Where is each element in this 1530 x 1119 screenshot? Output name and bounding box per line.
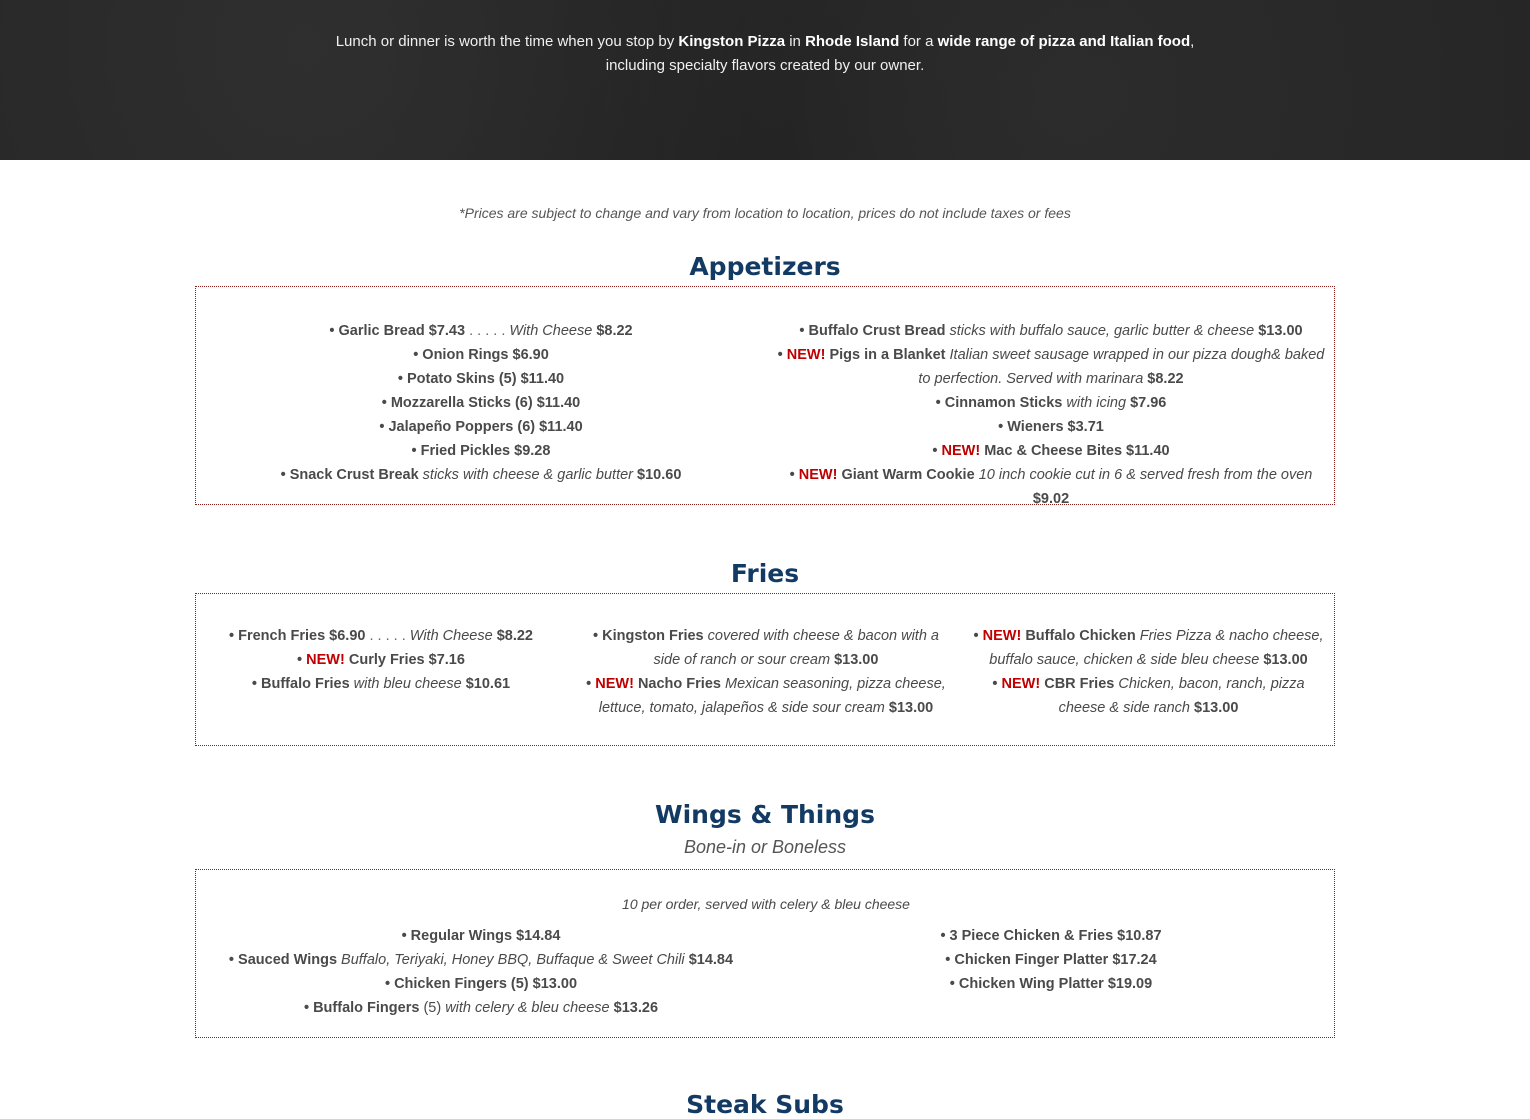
bullet: •: [940, 928, 950, 944]
new-badge: NEW!: [982, 628, 1022, 644]
new-badge: NEW!: [595, 676, 634, 692]
menu-item: [226, 972, 736, 996]
hero-text: for a: [899, 33, 938, 50]
item-description: Mexican seasoning, pizza cheese, lettuce, tomato, jalapeños & side sour cream: [598, 676, 946, 716]
menu-item: [771, 343, 1331, 391]
new-badge: NEW!: [1001, 676, 1041, 692]
bullet: •: [297, 652, 307, 668]
item-name: Mozzarella Sticks (6) $11.40: [390, 395, 581, 411]
menu-item: [226, 996, 736, 1020]
menu-item: [586, 624, 946, 672]
item-description: Chicken, bacon, ranch, pizza cheese & side ranch: [1058, 676, 1305, 716]
bullet: •: [998, 419, 1008, 435]
steak-heading-wrap: [0, 1090, 1530, 1119]
appetizers-title: Appetizers: [689, 252, 841, 281]
item-description: With Cheese: [409, 628, 493, 644]
item-name: Potato Skins (5) $11.40: [406, 371, 565, 387]
item-price: $13.00: [1263, 652, 1308, 668]
bullet: •: [228, 952, 239, 968]
item-name: Buffalo Fingers: [313, 1000, 420, 1016]
bullet: •: [381, 395, 391, 411]
menu-item: [226, 924, 736, 948]
hero-line-1: [0, 30, 1530, 54]
item-name: French Fries $6.90: [238, 628, 366, 644]
item-price: $10.60: [637, 467, 682, 483]
item-name: Buffalo Chicken: [1025, 628, 1136, 644]
wings-subtitle: Bone-in or Boneless: [683, 837, 847, 857]
menu-item: [971, 672, 1326, 720]
menu-item: [226, 948, 736, 972]
menu-item: [771, 319, 1331, 343]
new-badge: NEW!: [306, 652, 345, 668]
item-price: $8.22: [596, 323, 633, 339]
bullet: •: [229, 628, 239, 644]
hero-text: ,: [1190, 33, 1195, 50]
fries-col-2: [586, 624, 946, 720]
appetizers-heading-wrap: [0, 252, 1530, 281]
bullet: •: [789, 467, 799, 483]
item-name: Snack Crust Break: [289, 467, 419, 483]
item-price: $13.26: [613, 1000, 659, 1016]
item-price: $13.00: [1194, 700, 1239, 716]
menu-item: [771, 415, 1331, 439]
item-name: Fried Pickles $9.28: [420, 443, 551, 459]
wings-box: [195, 869, 1335, 1038]
bullet: •: [932, 443, 942, 459]
bullet: •: [413, 347, 423, 363]
item-name: Chicken Fingers (5) $13.00: [394, 976, 578, 992]
item-name: Sauced Wings: [238, 952, 338, 968]
item-name: Regular Wings $14.84: [410, 928, 561, 944]
new-badge: NEW!: [786, 347, 826, 363]
menu-item: [806, 924, 1296, 948]
item-price: $7.96: [1130, 395, 1167, 411]
item-description: with icing: [1066, 395, 1127, 411]
wings-title: Wings & Things: [655, 800, 875, 829]
new-badge: NEW!: [798, 467, 838, 483]
item-price: $14.84: [688, 952, 734, 968]
menu-item: [971, 624, 1326, 672]
item-name: 3 Piece Chicken & Fries $10.87: [949, 928, 1162, 944]
bullet: •: [945, 952, 955, 968]
price-disclaimer: *Prices are subject to change and vary from location to location, prices do not include taxes or fees: [459, 205, 1071, 221]
fries-title: Fries: [730, 559, 800, 588]
menu-item: [256, 415, 706, 439]
item-price: $13.00: [834, 652, 879, 668]
item-name: Chicken Finger Platter $17.24: [954, 952, 1157, 968]
item-price: $8.22: [1147, 371, 1184, 387]
menu-item: [226, 672, 536, 696]
new-badge: NEW!: [941, 443, 981, 459]
fries-box: [195, 593, 1335, 746]
item-name: Giant Warm Cookie: [841, 467, 975, 483]
menu-item: [256, 391, 706, 415]
item-name: Chicken Wing Platter $19.09: [958, 976, 1153, 992]
wings-note: 10 per order, served with celery & bleu cheese: [622, 896, 910, 912]
hero-text: in: [785, 33, 806, 50]
item-name: Nacho Fries: [637, 676, 721, 692]
item-count: (5): [419, 1000, 446, 1016]
bullet: •: [280, 467, 290, 483]
menu-item: [226, 648, 536, 672]
dot-leader: . . . . .: [365, 628, 410, 644]
bullet: •: [379, 419, 389, 435]
item-description: With Cheese: [509, 323, 593, 339]
item-name: CBR Fries: [1044, 676, 1115, 692]
bullet: •: [411, 443, 421, 459]
hero-banner: [0, 0, 1530, 160]
menu-item: [806, 948, 1296, 972]
hero-line-2: including specialty flavors created by our owner.: [605, 57, 925, 74]
item-name: Buffalo Fries: [261, 676, 350, 692]
bullet: •: [586, 676, 596, 692]
item-description: sticks with cheese & garlic butter: [422, 467, 634, 483]
bullet: •: [935, 395, 945, 411]
item-description: Fries Pizza & nacho cheese, buffalo sauce, chicken & side bleu cheese: [989, 628, 1324, 668]
bullet: •: [329, 323, 339, 339]
brand-name: Kingston Pizza: [678, 33, 786, 50]
item-name: Pigs in a Blanket: [829, 347, 946, 363]
item-name: Curly Fries $7.16: [348, 652, 465, 668]
wings-left-list: [226, 924, 736, 1020]
item-name: Garlic Bread $7.43: [338, 323, 466, 339]
item-name: Onion Rings $6.90: [422, 347, 549, 363]
menu-item: [771, 463, 1331, 511]
appetizers-right-list: [771, 319, 1331, 511]
item-description: Italian sweet sausage wrapped in our pizza dough& baked to perfection. Served with marinara: [918, 347, 1325, 387]
menu-item: [806, 972, 1296, 996]
menu-item: [771, 391, 1331, 415]
wings-right-list: [806, 924, 1296, 996]
item-description: 10 inch cookie cut in 6 & served fresh from the oven: [978, 467, 1313, 483]
item-price: $10.61: [465, 676, 511, 692]
bullet: •: [303, 1000, 314, 1016]
item-description: Buffalo, Teriyaki, Honey BBQ, Buffaque & Sweet Chili: [341, 952, 685, 968]
bullet: •: [777, 347, 787, 363]
menu-item: [256, 439, 706, 463]
bullet: •: [949, 976, 959, 992]
appetizers-box: [195, 286, 1335, 505]
fries-col-3: [971, 624, 1326, 720]
bullet: •: [401, 928, 411, 944]
appetizers-left-list: [256, 319, 706, 487]
wings-heading-wrap: [0, 800, 1530, 858]
hero-text: Lunch or dinner is worth the time when you stop by: [335, 33, 679, 50]
item-name: Wieners $3.71: [1007, 419, 1104, 435]
bullet: •: [799, 323, 809, 339]
item-name: Mac & Cheese Bites $11.40: [984, 443, 1170, 459]
menu-item: [771, 439, 1331, 463]
menu-item: [586, 672, 946, 720]
steak-subs-title: Steak Subs: [686, 1090, 844, 1119]
item-name: Jalapeño Poppers (6) $11.40: [388, 419, 583, 435]
item-price: $13.00: [888, 700, 934, 716]
bullet: •: [973, 628, 983, 644]
item-description: with celery & bleu cheese: [445, 1000, 610, 1016]
item-name: Buffalo Crust Bread: [808, 323, 946, 339]
item-description: sticks with buffalo sauce, garlic butter & cheese: [949, 323, 1255, 339]
item-price: $9.02: [1032, 491, 1070, 507]
item-name: Kingston Fries: [602, 628, 704, 644]
fries-col-1: [226, 624, 536, 696]
menu-item: [226, 624, 536, 648]
state-name: Rhode Island: [805, 33, 900, 50]
bullet: •: [397, 371, 407, 387]
dot-leader: . . . . .: [465, 323, 510, 339]
menu-item: [256, 343, 706, 367]
menu-item: [256, 319, 706, 343]
bullet: •: [593, 628, 603, 644]
item-description: covered with cheese & bacon with a side of ranch or sour cream: [653, 628, 939, 668]
bullet: •: [992, 676, 1002, 692]
bullet: •: [251, 676, 262, 692]
menu-item: [256, 367, 706, 391]
fries-heading-wrap: [0, 559, 1530, 588]
bullet: •: [384, 976, 395, 992]
menu-item: [256, 463, 706, 487]
range-text: wide range of pizza and Italian food: [937, 33, 1191, 50]
item-price: $13.00: [1258, 323, 1303, 339]
item-description: with bleu cheese: [353, 676, 462, 692]
item-name: Cinnamon Sticks: [944, 395, 1063, 411]
item-price: $8.22: [496, 628, 533, 644]
